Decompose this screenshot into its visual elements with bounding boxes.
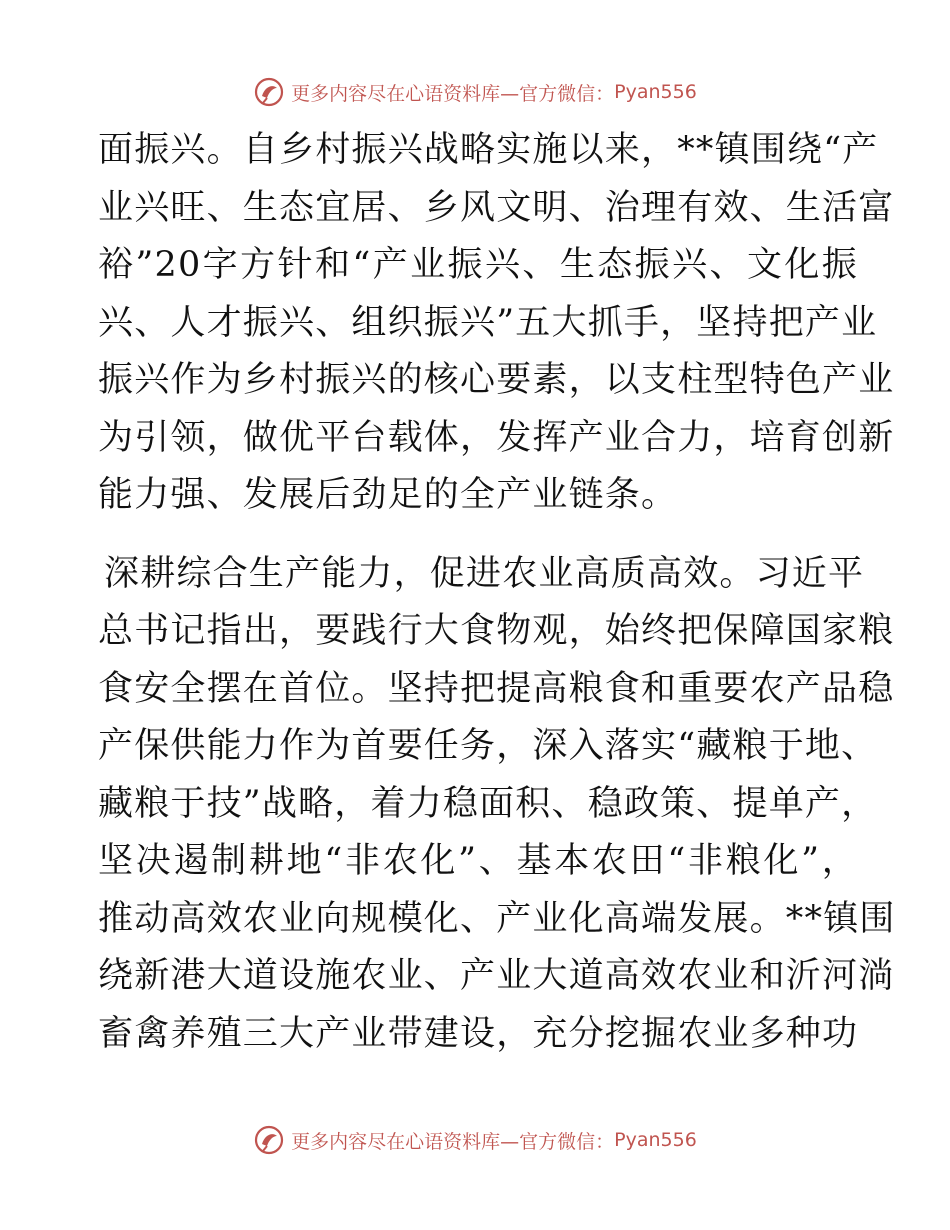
text-line: 能力强、发展后劲足的全产业链条。: [98, 475, 678, 515]
text-line: 食安全摆在首位。坚持把提高粮食和重要农产品稳: [98, 668, 895, 709]
text-line: 兴、人才振兴、组织振兴”五大抓手，坚持把产业: [98, 302, 878, 343]
brand-logo-icon: [253, 76, 285, 108]
banner-text: 更多内容尽在心语资料库—官方微信：: [291, 82, 615, 105]
text-line: 畜禽养殖三大产业带建设，充分挖掘农业多种功: [98, 1013, 859, 1054]
footer-watermark-banner: [0, 1120, 950, 1160]
text-line: 为引领，做优平台载体，发挥产业合力，培育创新: [98, 417, 895, 458]
text-line: 深耕综合生产能力，促进农业高质高效。习近平: [104, 553, 865, 594]
banner-text: 更多内容尽在心语资料库—官方微信：: [291, 1130, 615, 1153]
document-body: [98, 122, 896, 1063]
text-line: 推动高效农业向规模化、产业化高端发展。**镇围: [98, 898, 896, 939]
text-line: 产保供能力作为首要任务，深入落实“藏粮于地、: [98, 726, 878, 766]
paragraph-spacer: [98, 525, 858, 546]
text-line: 绕新港大道设施农业、产业大道高效农业和沂河淌: [98, 956, 895, 996]
banner-wechat-id: Pyan556: [614, 81, 697, 103]
text-line: 总书记指出，要践行大食物观，始终把保障国家粮: [98, 611, 895, 651]
text-line: 振兴作为乡村振兴的核心要素，以支柱型特色产业: [98, 360, 895, 400]
text-line: 藏粮于技”战略，着力稳面积、稳政策、提单产，: [98, 783, 878, 824]
brand-logo-icon: [253, 1124, 285, 1156]
text-line: 裕”20字方针和“产业振兴、生态振兴、文化振: [98, 245, 858, 285]
header-watermark-banner: [0, 72, 950, 112]
banner-wechat-id: Pyan556: [614, 1129, 697, 1151]
text-line: 坚决遏制耕地“非农化”、基本农田“非粮化”，: [98, 841, 858, 881]
paragraph-1: [98, 122, 895, 525]
text-line: 面振兴。自乡村振兴战略实施以来，**镇围绕“产: [98, 130, 879, 170]
paragraph-2: [98, 546, 896, 1064]
text-line: 业兴旺、生态宜居、乡风文明、治理有效、生活富: [98, 187, 895, 228]
